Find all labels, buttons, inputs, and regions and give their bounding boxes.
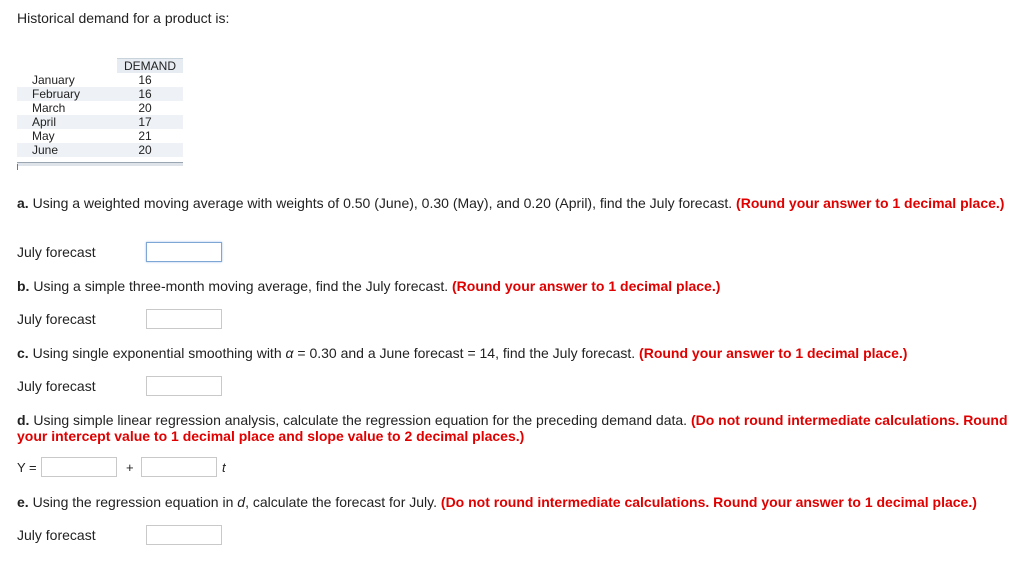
month-cell: May bbox=[32, 129, 55, 143]
question-a-forecast-input[interactable] bbox=[146, 242, 222, 262]
table-corner-tick bbox=[17, 164, 18, 170]
question-b-field-label: July forecast bbox=[17, 311, 96, 327]
question-d-label: d. bbox=[17, 412, 30, 428]
question-c bbox=[17, 345, 1012, 361]
question-a-field-label: July forecast bbox=[17, 244, 96, 260]
month-cell: June bbox=[32, 143, 59, 157]
month-cell: January bbox=[32, 73, 75, 87]
question-c-label: c. bbox=[17, 345, 29, 361]
question-b-note: (Round your answer to 1 decimal place.) bbox=[452, 278, 721, 294]
question-a-label: a. bbox=[17, 195, 29, 211]
question-c-field-label: July forecast bbox=[17, 378, 96, 394]
question-b-forecast-input[interactable] bbox=[146, 309, 222, 329]
demand-column-header: DEMAND bbox=[117, 58, 183, 73]
question-e-text-before: Using the regression equation in bbox=[28, 494, 238, 510]
intercept-input[interactable] bbox=[41, 457, 117, 477]
question-e-note: (Do not round intermediate calculations. Round your answer to 1 decimal place.) bbox=[440, 494, 977, 510]
plus-sign: + bbox=[126, 460, 134, 475]
demand-cell: 16 bbox=[138, 73, 152, 87]
question-c-text-after: = 0.30 and a June forecast = 14, find the July forecast. bbox=[293, 345, 640, 361]
question-e bbox=[17, 494, 1012, 510]
question-d bbox=[17, 412, 1012, 444]
month-cell: March bbox=[32, 101, 66, 115]
demand-cell: 21 bbox=[138, 129, 152, 143]
question-b-label: b. bbox=[17, 278, 30, 294]
question-b-text: Using a simple three-month moving average, find the July forecast. bbox=[29, 278, 452, 294]
question-b bbox=[17, 278, 1012, 294]
table-row bbox=[17, 73, 183, 87]
demand-cell: 17 bbox=[138, 115, 152, 129]
question-e-label: e. bbox=[17, 494, 29, 510]
question-d-text: Using simple linear regression analysis, calculate the regression equation for the preceding demand data. bbox=[29, 412, 691, 428]
question-e-d-reference: d bbox=[237, 494, 246, 510]
table-row bbox=[17, 143, 183, 157]
question-a bbox=[17, 195, 1012, 211]
table-row bbox=[17, 115, 183, 129]
demand-cell: 20 bbox=[138, 101, 152, 115]
table-bottom-border bbox=[17, 162, 183, 166]
month-cell: February bbox=[32, 87, 81, 101]
alpha-symbol: α bbox=[285, 345, 294, 361]
question-e-field-label: July forecast bbox=[17, 527, 96, 543]
table-row bbox=[17, 129, 183, 143]
question-e-text-after: , calculate the forecast for July. bbox=[245, 494, 441, 510]
t-variable-label: t bbox=[222, 460, 226, 475]
y-equals-label: Y = bbox=[17, 460, 37, 475]
question-c-text-before: Using single exponential smoothing with bbox=[28, 345, 286, 361]
month-cell: April bbox=[32, 115, 57, 129]
question-e-forecast-input[interactable] bbox=[146, 525, 222, 545]
intro-text: Historical demand for a product is: bbox=[17, 10, 230, 26]
demand-cell: 16 bbox=[138, 87, 152, 101]
table-row bbox=[17, 101, 183, 115]
question-a-text: Using a weighted moving average with weights of 0.50 (June), 0.30 (May), and 0.20 (April), find the July forecast. bbox=[28, 195, 737, 211]
table-row bbox=[17, 87, 183, 101]
question-a-note: (Round your answer to 1 decimal place.) bbox=[736, 195, 1005, 211]
demand-cell: 20 bbox=[138, 143, 152, 157]
slope-input[interactable] bbox=[141, 457, 217, 477]
question-c-note: (Round your answer to 1 decimal place.) bbox=[639, 345, 908, 361]
question-d-note: (Do not round intermediate calculations. Round your intercept value to 1 decimal place and slope value to 2 decimal places.) bbox=[17, 412, 1008, 444]
question-c-forecast-input[interactable] bbox=[146, 376, 222, 396]
